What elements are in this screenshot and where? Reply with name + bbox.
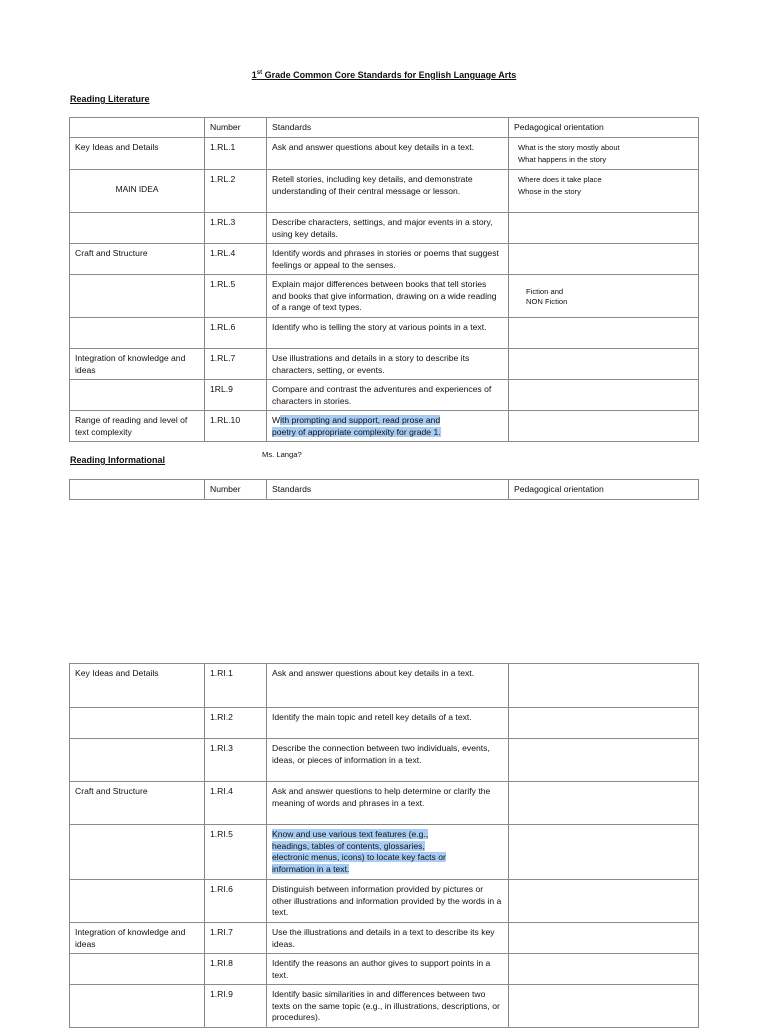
category-cell: Key Ideas and Details (70, 664, 205, 708)
category-cell (70, 739, 205, 782)
standard-cell: Ask and answer questions to help determine or clarify the meaning of words and phrases in a text. (267, 782, 509, 825)
standard-cell: Retell stories, including key details, and demonstrate understanding of their central message or lesson. (267, 170, 509, 213)
standard-cell: Compare and contrast the adventures and experiences of characters in stories. (267, 380, 509, 411)
header-number: Number (205, 118, 267, 138)
table-header-row (70, 118, 699, 138)
pedagogy-cell (509, 739, 699, 782)
pedagogy-cell (509, 318, 699, 349)
category-cell (70, 985, 205, 1028)
table-row (70, 954, 699, 985)
title-prefix: 1 (251, 70, 257, 80)
number-cell: 1.RL.10 (205, 411, 267, 442)
pedagogy-cell (509, 411, 699, 442)
number-cell: 1.RI.4 (205, 782, 267, 825)
category-cell (70, 708, 205, 739)
pedagogy-cell (509, 880, 699, 923)
pedagogy-note: Fiction and (526, 287, 564, 296)
category-cell (70, 170, 205, 213)
standard-text-start: W (272, 415, 281, 425)
reading-informational-table (69, 663, 699, 1028)
standard-cell: Identify words and phrases in stories or poems that suggest feelings or appeal to the senses. (267, 244, 509, 275)
number-cell: 1.RI.3 (205, 739, 267, 782)
section-heading-reading-literature: Reading Literature (70, 94, 150, 104)
pedagogy-cell (509, 664, 699, 708)
category-cell: Integration of knowledge and ideas (70, 923, 205, 954)
pedagogy-note: Whose in the story (518, 187, 581, 196)
section-heading-reading-informational: Reading Informational (70, 455, 166, 465)
standard-cell: Ask and answer questions about key details in a text. (267, 138, 509, 170)
highlighted-text: headings, tables of contents, glossaries, (272, 840, 425, 851)
category-cell (70, 380, 205, 411)
reading-informational-header-table (69, 479, 699, 500)
pedagogy-cell (509, 213, 699, 244)
highlighted-text: Know and use various text features (e.g., (272, 829, 429, 839)
table-row (70, 275, 699, 318)
standard-cell: Describe characters, settings, and major events in a story, using key details. (267, 213, 509, 244)
title-superscript: st (256, 70, 263, 76)
standard-cell (267, 411, 509, 442)
pedagogy-note: NON Fiction (526, 297, 568, 306)
category-cell (70, 275, 205, 318)
table-row (70, 708, 699, 739)
pedagogy-note: Where does it take place (518, 175, 602, 184)
pedagogy-cell (509, 349, 699, 380)
number-cell: 1.RI.8 (205, 954, 267, 985)
table-row (70, 411, 699, 442)
pedagogy-cell (509, 138, 699, 170)
table-row (70, 213, 699, 244)
pedagogy-cell (509, 380, 699, 411)
number-cell: 1.RI.9 (205, 985, 267, 1028)
category-cell: Craft and Structure (70, 782, 205, 825)
pedagogy-cell (509, 244, 699, 275)
table-row (70, 380, 699, 411)
title-text: Grade Common Core Standards for English Language Arts (262, 70, 517, 80)
pedagogy-note: What happens in the story (518, 155, 607, 164)
standard-cell: Describe the connection between two individuals, events, ideas, or pieces of information in a text. (267, 739, 509, 782)
table-row (70, 880, 699, 923)
highlighted-text: poetry of appropriate complexity for grade 1. (272, 426, 441, 437)
pedagogy-cell (509, 923, 699, 954)
category-cell: Craft and Structure (70, 244, 205, 275)
table-row (70, 244, 699, 275)
number-cell: 1.RL.5 (205, 275, 267, 318)
pedagogy-cell (509, 782, 699, 825)
handwritten-note: Ms. Langa? (262, 450, 302, 459)
category-cell: Key Ideas and Details (70, 138, 205, 170)
standard-cell: Identify basic similarities in and differences between two texts on the same topic (e.g., in illustrations, descriptions, or procedures). (267, 985, 509, 1028)
pedagogy-cell (509, 170, 699, 213)
number-cell: 1.RI.6 (205, 880, 267, 923)
category-cell (70, 825, 205, 880)
standard-cell: Identify the main topic and retell key details of a text. (267, 708, 509, 739)
category-cell (70, 318, 205, 349)
header-number: Number (205, 480, 267, 500)
header-pedagogical: Pedagogical orientation (509, 118, 699, 138)
header-standards: Standards (267, 118, 509, 138)
table-row (70, 170, 699, 213)
pedagogy-cell (509, 954, 699, 985)
table-row (70, 782, 699, 825)
header-category (70, 118, 205, 138)
pedagogy-cell (509, 985, 699, 1028)
category-cell: Integration of knowledge and ideas (70, 349, 205, 380)
standard-cell: Distinguish between information provided by pictures or other illustrations and information provided by the words in a text. (267, 880, 509, 923)
number-cell: 1.RL.7 (205, 349, 267, 380)
header-pedagogical: Pedagogical orientation (509, 480, 699, 500)
category-cell: Range of reading and level of text complexity (70, 411, 205, 442)
header-category (70, 480, 205, 500)
standard-cell: Identify the reasons an author gives to support points in a text. (267, 954, 509, 985)
pedagogy-cell (509, 825, 699, 880)
table-row (70, 138, 699, 170)
number-cell: 1.RI.5 (205, 825, 267, 880)
pedagogy-note: What is the story mostly about (518, 143, 620, 152)
table-row (70, 825, 699, 880)
document-title (0, 70, 768, 80)
standard-cell: Identify who is telling the story at various points in a text. (267, 318, 509, 349)
table-row (70, 739, 699, 782)
number-cell: 1RL.9 (205, 380, 267, 411)
pedagogy-cell (509, 708, 699, 739)
pedagogy-cell (509, 275, 699, 318)
number-cell: 1.RL.4 (205, 244, 267, 275)
reading-literature-table (69, 117, 699, 442)
table-header-row (70, 480, 699, 500)
highlighted-text: electronic menus, icons) to locate key facts or (272, 852, 446, 862)
table-row (70, 318, 699, 349)
number-cell: 1.RI.1 (205, 664, 267, 708)
standard-cell: Explain major differences between books that tell stories and books that give information, drawing on a wide reading of a range of text types. (267, 275, 509, 318)
table-row (70, 923, 699, 954)
number-cell: 1.RL.1 (205, 138, 267, 170)
table-row (70, 349, 699, 380)
standard-cell: Use illustrations and details in a story to describe its characters, setting, or events. (267, 349, 509, 380)
number-cell: 1.RI.2 (205, 708, 267, 739)
number-cell: 1.RL.2 (205, 170, 267, 213)
number-cell: 1.RL.6 (205, 318, 267, 349)
standard-cell: Ask and answer questions about key details in a text. (267, 664, 509, 708)
highlighted-text: information in a text. (272, 863, 350, 874)
main-idea-label: MAIN IDEA (115, 184, 159, 194)
header-standards: Standards (267, 480, 509, 500)
number-cell: 1.RL.3 (205, 213, 267, 244)
standard-cell: Use the illustrations and details in a text to describe its key ideas. (267, 923, 509, 954)
highlighted-text: ith prompting and support, read prose and (280, 415, 441, 425)
category-cell (70, 954, 205, 985)
number-cell: 1.RI.7 (205, 923, 267, 954)
table-row (70, 985, 699, 1028)
table-row (70, 664, 699, 708)
standard-cell (267, 825, 509, 880)
category-cell (70, 213, 205, 244)
category-cell (70, 880, 205, 923)
